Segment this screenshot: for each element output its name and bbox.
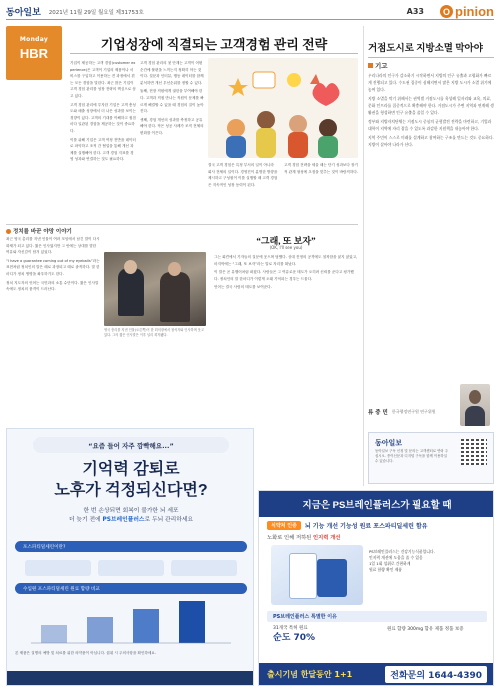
ad-info-graphic-2 — [21, 599, 241, 647]
ad-headline-line2: 노후가 걱정되신다면? — [54, 482, 208, 499]
ad-right-certification — [267, 521, 487, 530]
kicker-square-icon — [368, 63, 373, 68]
offer-line: 31개국 특허 원료 — [273, 626, 308, 631]
ad-subheadline — [7, 507, 254, 525]
ad-quote-pill: “요즘 들어 자주 깜빡해요...” — [33, 437, 229, 453]
promo-text: 출시기념 한달동안 1+1 — [267, 669, 353, 679]
paper-logo: 동아일보 — [6, 7, 41, 17]
offer-big: 순도 70% — [273, 633, 316, 643]
main-paragraph: 셋째, 경험 개선의 성과를 측정하고 공유해야 한다. 작은 성공 사례가 조직 전체의 변화를 이끈다. — [140, 117, 204, 135]
feature-paragraph: 그는 회견에서 기자들의 질문에 웃으며 답했다. 상대 진영의 공격에도 침착함을 잃지 않았고, 마지막에는 “그래, 또 보자”라는 말로 자리를 떠났다. — [214, 255, 358, 266]
section-label: pinion — [455, 4, 494, 19]
ad-headline — [7, 459, 254, 501]
ad-sub-prefix: 더 늦기 전에 — [68, 517, 103, 523]
column-title-rule — [368, 57, 494, 58]
ad-section-bar-1: 포스파티딜세린이란? — [15, 541, 247, 552]
main-paragraph: 고객 경험 관리에 투자한 기업은 고객 충성도와 매출 성장에서 더 나은 성과를 보이는 경향이 있다. 고객의 기대를 이해하고 접점마다 일관된 경험을 제공하는 것이 중요하다. — [70, 102, 136, 133]
photo-person-left-head — [124, 260, 137, 274]
feature-paragraph: “I have a guarantee coming out of my eyeballs”라는 표현처럼 정치인의 말은 때로 과장되고 때로 솔직하다. 말 한마디가 정치 생명을 좌우하기도 한다. — [6, 258, 100, 276]
column-paragraph: 지방 소멸을 막기 위해서는 권역별 거점도시를 육성해 일자리와 교육, 의료, 문화 인프라를 집중적으로 확충해야 한다. 거점도시가 주변 지역과 연계해 생활권을 형성하면 인구 유출을 줄일 수 있다. — [368, 96, 494, 115]
subscription-logo: 동아일보 — [375, 439, 403, 447]
advertisement-left[interactable] — [6, 428, 254, 686]
main-paragraph: 고객 경험 관리의 첫 단계는 고객이 어떤 순간에 불편을 느끼는지 정확히 아는 것이다. 설문과 인터뷰, 행동 데이터를 함께 분석하면 개선 우선순위를 정할 수 있다. — [140, 61, 204, 85]
feature-col-2 — [214, 254, 358, 422]
masthead — [6, 4, 494, 20]
section-divider — [6, 224, 358, 225]
kicker-dot-icon — [6, 229, 11, 234]
author-photo — [460, 384, 490, 426]
photo-person-right — [160, 272, 190, 322]
main-col-2 — [140, 60, 204, 220]
ad-graphic-svg-2 — [21, 599, 241, 647]
bullet-item: 원료 함량 확인 제품 — [369, 567, 402, 572]
column-body — [368, 72, 494, 382]
bullet-item: PS브레인플러스는 건강기능식품입니다. — [369, 549, 435, 554]
certification-text: 뇌 기능 개선 기능성 원료 포스파티딜세린 함유 — [304, 523, 428, 530]
benefit-prefix: 노화로 인해 저하된 — [267, 535, 313, 541]
ad-info-graphic-1 — [21, 556, 241, 580]
feature-kicker — [6, 227, 72, 235]
date-line: 2021년 11월 29일 월요일 제31753호 — [48, 9, 144, 16]
ad-right-headline: 지금은 PS브레인플러스가 필요할 때 — [259, 491, 494, 517]
photo-caption: 영국 총리를 지낸 인물(오른쪽)이 한 회의장에서 참석자와 인사하며 웃고 있다. 그의 짧은 인사말은 이후 널리 회자됐다. — [104, 328, 204, 337]
ad-disclaimer: 본 제품은 질병의 예방 및 치료를 위한 의약품이 아닙니다. 섭취 시 주의사항을 확인하세요. — [15, 651, 156, 655]
illustration-svg — [208, 58, 358, 158]
feature-title: “그래, 또 보자” — [256, 236, 316, 246]
main-paragraph: 결국 고객 경험은 특정 부서의 일이 아니라 회사 전체의 일이다. 경영진이 분명한 방향을 제시하고 구성원이 이를 실행할 때 고객 경험은 지속적인 성장 동력이 된다. — [208, 163, 278, 187]
column-paragraph: 정부와 지방자치단체는 거점도시 중심의 균형발전 전략을 마련하고, 기업과 대학이 지역에 자리 잡을 수 있도록 과감한 지원책을 내놓아야 한다. — [368, 119, 492, 131]
main-article-title: 기업성장에 직결되는 고객경험 관리 전략 — [100, 37, 328, 52]
main-paragraph: 둘째, 현장 직원에게 권한을 부여해야 한다. 고객과 직접 만나는 직원이 문제를 빠르게 해결할 수 있을 때 경험의 질이 높아진다. — [140, 89, 204, 114]
ad-right-benefit — [267, 533, 487, 541]
column-title: 거점도시로 지방소멸 막아야 — [368, 44, 483, 54]
benefit-emphasis: 인지력 개선 — [313, 535, 341, 541]
ad-brand: PS브레인플러스 — [102, 517, 145, 523]
feature-col-1 — [6, 236, 100, 422]
bullet-item: 1일 1회 섭취로 간편하게 — [369, 561, 411, 566]
title-rule — [70, 53, 358, 54]
product-image — [271, 545, 363, 605]
feature-paragraph: 이 말은 곧 유행어처럼 퍼졌다. 사람들은 그 여유로운 태도가 오히려 신뢰를 준다고 평가했다. 정치인의 말 한마디가 이렇게 오래 기억되는 경우는 드물다. — [214, 270, 354, 281]
column-paragraph: 우리나라의 인구가 감소하기 시작하면서 지방의 인구 유출과 고령화가 빠르게 진행되고 있다. 수도권 집중이 심해지면서 많은 지방 도시가 소멸 위기에 놓여 있다. — [368, 73, 492, 92]
column-kicker — [368, 61, 388, 70]
main-col-1 — [70, 60, 136, 220]
certification-badge: 식약처 인증 — [267, 521, 301, 530]
subscription-text: 동아일보 구독 신청 및 문의는 고객센터로 연락 주십시오. 종이신문과 디지털 구독을 함께 이용하실 수 있습니다. — [375, 449, 449, 463]
feature-kicker-label: 정치를 바꾼 야망 이야기 — [13, 229, 72, 235]
ad-sub-line2 — [7, 516, 254, 525]
ad-section-bar-2: 수입원 포스파티딜세린 원료 함량 비교 — [15, 583, 247, 594]
main-col-3a — [208, 162, 278, 222]
page-number: A33 — [406, 7, 424, 16]
feature-paragraph: 최근 영국 총리를 지낸 인물이 여러 모임에서 남긴 말이 다시 화제가 되고 있다. 짧은 인사였지만 그 안에는 상대를 향한 여유와 자신감이 담겨 있었다. — [6, 237, 100, 255]
ad-sub-line1: 한 번 손상되면 회복이 불가한 뇌 세포 — [83, 508, 179, 514]
feature-photo — [104, 252, 206, 326]
advertisement-right[interactable] — [258, 490, 494, 686]
photo-person-right-head — [168, 262, 181, 276]
feature-subtitle: (OK, I'll see you) — [269, 245, 303, 250]
column-divider — [363, 26, 364, 486]
author-name: 류 중 민 — [368, 410, 388, 416]
feature-paragraph: 언어는 결국 사람의 태도를 보여준다. — [214, 285, 272, 290]
ad-right-strip: PS브레인플러스 특별한 이유 — [267, 611, 487, 622]
hbr-label: HBR — [19, 46, 49, 61]
main-paragraph: 기업이 제공하는 고객 경험(customer experience)은 고객이 기업의 제품이나 서비스를 구입하고 이용하는 전 과정에서 겪는 모든 경험을 말한다. 최근 많은 기업이 고객 경험 관리를 성장 전략의 핵심으로 삼고 있다. — [70, 61, 136, 98]
photo-person-left — [118, 268, 144, 316]
kicker-label: 기고 — [375, 62, 388, 70]
phone-button[interactable]: 전화문의 1644-4390 — [385, 666, 487, 683]
opinion-o-icon: O — [440, 5, 453, 18]
hbr-day: Monday — [19, 36, 49, 43]
column-paragraph: 지역 주민이 스스로 미래를 설계하고 참여하는 구조를 만드는 것도 중요하다. 지방이 살아야 나라가 산다. — [368, 135, 494, 147]
ad-graphic-svg-1 — [21, 556, 241, 580]
main-paragraph: 이를 위해 기업은 고객 여정 전반을 데이터로 파악하고 조직 간 협업을 통해 개선 과제를 실행해야 한다. 고객 경험 지표를 경영 성과와 연결하는 것도 필요하다. — [70, 137, 136, 162]
author-role: 한국행정연구원 연구위원 — [391, 409, 436, 414]
subscription-box — [368, 432, 494, 484]
ad-right-footer — [259, 663, 494, 685]
main-col-3b — [284, 162, 358, 222]
bullet-item: 인지력 개선에 도움을 줄 수 있음 — [369, 555, 423, 560]
hbr-badge — [6, 26, 62, 80]
main-paragraph: 고객 경험 전략을 세울 때는 단기 성과보다 장기적 관계 형성에 초점을 맞추는 것이 바람직하다. — [284, 163, 358, 174]
section-title — [440, 4, 494, 19]
ad-right-offer — [273, 625, 383, 644]
people-illustration — [208, 58, 358, 158]
ad-bottom-bar — [7, 671, 254, 685]
qr-code-pattern — [461, 439, 487, 465]
feature-paragraph: 정치 지도자의 언어는 국민과의 소통 수단이다. 짧은 인사말 속에도 정치의 품격이 드러난다. — [6, 280, 99, 292]
ad-right-offer-detail: 원료 함량 300mg 함유 제품 정품 보증 — [387, 627, 464, 632]
ad-headline-line1: 기억력 감퇴로 — [82, 461, 180, 478]
ad-sub-suffix: 로 두뇌 관리하세요 — [144, 517, 194, 523]
product-bullets — [369, 549, 487, 573]
